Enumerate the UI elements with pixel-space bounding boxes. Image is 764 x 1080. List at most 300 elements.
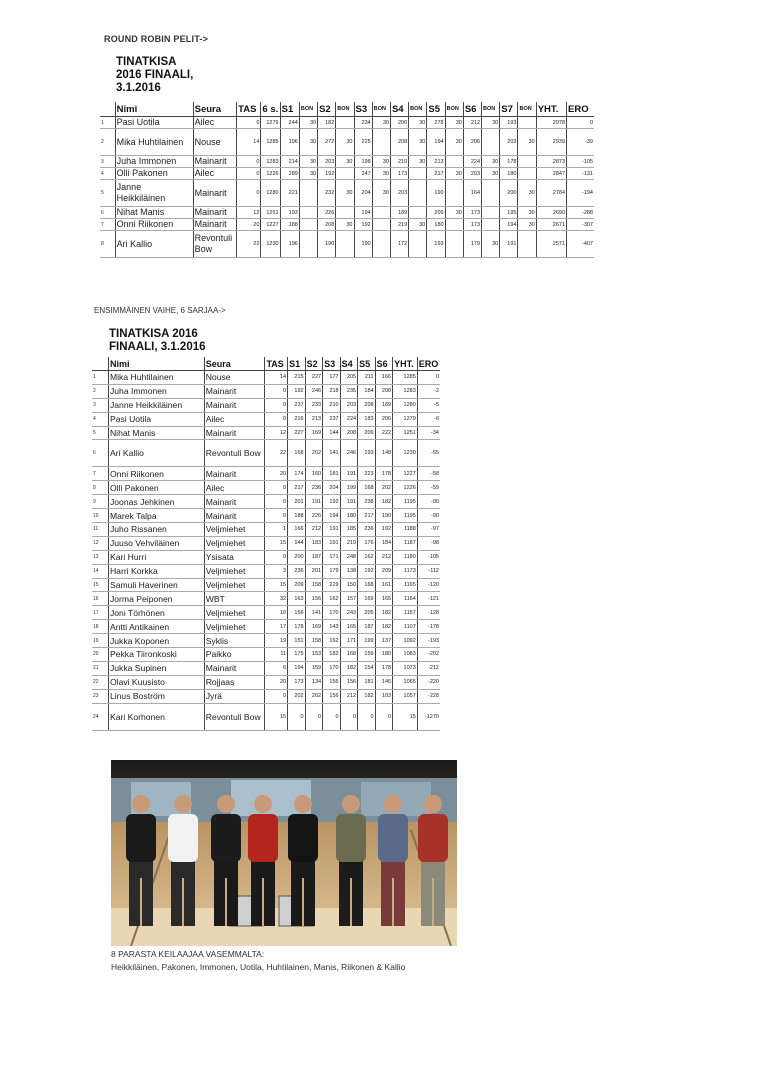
table1-header-cell: S4 (390, 102, 408, 117)
table-cell: 246 (340, 440, 358, 467)
player-name: Harri Korkka (108, 564, 204, 578)
table-cell: 146 (375, 675, 393, 689)
difference-cell: 0 (567, 117, 594, 129)
table-cell: 232 (318, 180, 336, 207)
table2-header-cell: YHT. (393, 357, 418, 371)
table-cell: 212 (463, 117, 481, 129)
table-cell: 191 (305, 495, 323, 509)
table-cell: 199 (340, 481, 358, 495)
player-name: Juho Rissanen (108, 523, 204, 537)
table-cell: 206 (375, 412, 393, 426)
table-cell: 153 (305, 648, 323, 662)
player-name: Olli Pakonen (108, 481, 204, 495)
table-cell: 1 (92, 371, 108, 385)
table-cell: 15 (265, 703, 288, 730)
table-cell: 30 (299, 156, 317, 168)
table-row (92, 398, 440, 412)
table-cell: 143 (323, 620, 341, 634)
table-cell: 30 (409, 156, 427, 168)
table-cell: 1164 (393, 592, 418, 606)
table2-header-cell: TAS (265, 357, 288, 371)
difference-cell: -407 (567, 231, 594, 258)
table1-header-cell: BON (445, 102, 463, 117)
table-cell: 201 (288, 495, 306, 509)
caption-line: 8 PARASTA KEILAAJAA VASEMMALTA: (111, 949, 265, 959)
table-cell: 208 (375, 384, 393, 398)
table-cell: 187 (358, 620, 376, 634)
table2-header-cell: S6 (375, 357, 393, 371)
table-cell: 173 (390, 168, 408, 180)
total-cell: 2978 (536, 117, 566, 129)
table-cell: 178 (500, 156, 518, 168)
club-name: Nouse (193, 129, 237, 156)
table-cell: 208 (390, 129, 408, 156)
table-cell: 155 (323, 675, 341, 689)
table-cell: 184 (358, 384, 376, 398)
table1-header-cell: Seura (193, 102, 237, 117)
table-cell: -98 (417, 536, 440, 550)
player-name: Janne Heikkiläinen (115, 180, 193, 207)
table-cell: 181 (323, 467, 341, 481)
table-cell (482, 219, 500, 231)
difference-cell: -288 (567, 207, 594, 219)
table-cell: 1285 (261, 129, 280, 156)
table-cell: 192 (358, 564, 376, 578)
club-name: Mainarit (193, 219, 237, 231)
player-name: Pekka Tiironkoski (108, 648, 204, 662)
club-name: Veljmiehet (204, 536, 265, 550)
player-name: Marek Talpa (108, 509, 204, 523)
total-cell: 2847 (536, 168, 566, 180)
table1-title-line: 2016 FINAALI, (116, 69, 194, 81)
table-cell: 158 (305, 634, 323, 648)
table-cell: 15 (393, 703, 418, 730)
table-cell: -58 (417, 467, 440, 481)
table-cell: -220 (417, 675, 440, 689)
table-cell: 3 (100, 156, 115, 168)
table-cell: 171 (323, 550, 341, 564)
player-name: Juha Immonen (108, 384, 204, 398)
table-cell: 30 (299, 117, 317, 129)
player-name: Janne Heikkiläinen (108, 398, 204, 412)
table-cell: 0 (265, 384, 288, 398)
table1-header-cell: YHT. (536, 102, 566, 117)
player-name: Nihat Manis (115, 207, 193, 219)
club-name: Ailec (193, 117, 237, 129)
difference-cell: -131 (567, 168, 594, 180)
table-cell: 185 (340, 523, 358, 537)
table-cell: 190 (354, 231, 372, 258)
table2-header-cell: S3 (323, 357, 341, 371)
table1-header-cell: S5 (427, 102, 445, 117)
table-row (100, 207, 594, 219)
person-figure (126, 795, 156, 926)
table-cell: 218 (323, 384, 341, 398)
table-cell: 134 (305, 675, 323, 689)
table-cell: 178 (375, 467, 393, 481)
table-cell: 182 (318, 117, 336, 129)
table-cell: 165 (375, 592, 393, 606)
table-cell: 156 (305, 592, 323, 606)
table-row (92, 620, 440, 634)
club-name: Veljmiehet (204, 564, 265, 578)
table-cell: 176 (358, 536, 376, 550)
table-cell: 203 (390, 180, 408, 207)
table-cell: 187 (305, 550, 323, 564)
table-cell: -105 (417, 550, 440, 564)
table-cell: 182 (375, 495, 393, 509)
table-cell: 10 (92, 509, 108, 523)
total-cell: 2671 (536, 219, 566, 231)
difference-cell: -39 (567, 129, 594, 156)
table-row (100, 180, 594, 207)
player-name: Ari Kallio (108, 440, 204, 467)
table-cell (482, 129, 500, 156)
table-cell: -212 (417, 661, 440, 675)
table-row (92, 634, 440, 648)
table-cell: 1 (100, 117, 115, 129)
club-name: Mainarit (204, 495, 265, 509)
table-cell: 0 (237, 168, 261, 180)
person-figure (288, 795, 318, 926)
club-name: Mainarit (204, 467, 265, 481)
table2-header-cell: Seura (204, 357, 265, 371)
table-cell: 20 (265, 467, 288, 481)
table-cell: 0 (340, 703, 358, 730)
table1-title-line: 3.1.2016 (116, 82, 161, 94)
club-name: Ailec (193, 168, 237, 180)
table-cell: 193 (280, 207, 299, 219)
table1-header-cell: BON (372, 102, 390, 117)
table-cell: 21 (92, 661, 108, 675)
table-cell (299, 207, 317, 219)
table-cell: -112 (417, 564, 440, 578)
table-cell: 14 (237, 129, 261, 156)
table-cell: 0 (265, 509, 288, 523)
table-cell: 236 (288, 564, 306, 578)
table-cell (299, 219, 317, 231)
table-cell: 191 (340, 467, 358, 481)
table-cell: 156 (323, 689, 341, 703)
table-cell: 2 (92, 384, 108, 398)
table-cell: 19 (265, 634, 288, 648)
caption-line: Heikkiläinen, Pakonen, Immonen, Uotila, Huhtilainen, Manis, Riikonen & Kallio (111, 962, 406, 972)
table-cell (409, 231, 427, 258)
table-cell: 11 (92, 523, 108, 537)
table2-header-cell: S1 (288, 357, 306, 371)
club-name: Ailec (204, 481, 265, 495)
table-cell: 1065 (393, 675, 418, 689)
table-cell: 22 (237, 231, 261, 258)
table1-header-cell: S6 (463, 102, 481, 117)
table-cell: 22 (92, 675, 108, 689)
table-cell: 200 (500, 180, 518, 207)
table-cell: 224 (340, 412, 358, 426)
table-cell: 206 (390, 117, 408, 129)
table-row (92, 550, 440, 564)
table-cell: 192 (375, 523, 393, 537)
table-cell: 13 (92, 550, 108, 564)
table-row (92, 536, 440, 550)
table-cell: 289 (280, 168, 299, 180)
table-row (100, 129, 594, 156)
table2-title-line: FINAALI, 3.1.2016 (109, 341, 206, 353)
table-cell: 144 (288, 536, 306, 550)
table-cell: -121 (417, 592, 440, 606)
table-cell: 206 (463, 129, 481, 156)
table-cell (445, 156, 463, 168)
table-cell (445, 180, 463, 207)
table2-header-cell: S4 (340, 357, 358, 371)
table1-header-cell: 6 s. (262, 103, 279, 115)
table-cell: 161 (375, 578, 393, 592)
table-cell: 224 (463, 156, 481, 168)
club-name: Mainarit (204, 384, 265, 398)
table-cell: 1280 (393, 398, 418, 412)
table-cell: 30 (336, 219, 354, 231)
table-cell: -6 (417, 412, 440, 426)
table-cell: 0 (237, 117, 261, 129)
stage-heading: ENSIMMÄINEN VAIHE, 6 SARJAA-> (94, 306, 226, 315)
table-cell: 1283 (393, 384, 418, 398)
table-cell: 163 (288, 592, 306, 606)
player-name: Linus Boström (108, 689, 204, 703)
table-cell: 148 (375, 440, 393, 467)
club-name: WBT (204, 592, 265, 606)
club-name: Mainarit (193, 180, 237, 207)
player-name: Joonas Jehkinen (108, 495, 204, 509)
table-row (92, 689, 440, 703)
table-cell: 192 (318, 168, 336, 180)
table-cell: 192 (354, 219, 372, 231)
table-cell: 214 (280, 156, 299, 168)
table-cell: 227 (305, 371, 323, 385)
player-name: Ari Kallio (115, 231, 193, 258)
total-cell: 2873 (536, 156, 566, 168)
table-cell: 0 (265, 495, 288, 509)
table-cell: 150 (340, 578, 358, 592)
table-cell: 243 (340, 606, 358, 620)
club-name: Mainarit (204, 398, 265, 412)
table-cell: 183 (358, 412, 376, 426)
table-cell: 2 (100, 129, 115, 156)
table-cell: 226 (318, 207, 336, 219)
table-cell: 22 (265, 440, 288, 467)
club-name: Mainarit (193, 207, 237, 219)
table1-title (116, 56, 193, 95)
table-cell: 210 (323, 398, 341, 412)
table-cell: 30 (518, 180, 536, 207)
table-cell: 195 (500, 207, 518, 219)
table-cell: 7 (100, 219, 115, 231)
table-cell: 180 (427, 219, 445, 231)
table-cell (336, 117, 354, 129)
table-cell: 162 (358, 550, 376, 564)
table-cell: 1073 (393, 661, 418, 675)
table-cell: 1285 (393, 371, 418, 385)
table-cell: 5 (92, 426, 108, 440)
table-cell: 189 (390, 207, 408, 219)
table-cell (482, 180, 500, 207)
table-cell: 159 (305, 661, 323, 675)
table-cell: 5 (100, 180, 115, 207)
player-name: Jorma Peiponen (108, 592, 204, 606)
table-cell: 173 (288, 675, 306, 689)
table-cell: 236 (358, 523, 376, 537)
table2-header-cell: S5 (358, 357, 376, 371)
table-cell: 212 (305, 523, 323, 537)
table-cell: 4 (100, 168, 115, 180)
table-cell: 244 (280, 117, 299, 129)
table-cell: 196 (280, 129, 299, 156)
table-cell: 1280 (261, 180, 280, 207)
table-cell: 1173 (393, 564, 418, 578)
table-cell: 202 (305, 689, 323, 703)
table-cell: 1188 (393, 523, 418, 537)
table-cell (445, 219, 463, 231)
first-stage-table (92, 357, 440, 731)
club-name: Ysisata (204, 550, 265, 564)
table-cell: 1226 (393, 481, 418, 495)
table-cell: 30 (482, 168, 500, 180)
club-name: Nouse (204, 371, 265, 385)
table-cell: 194 (288, 661, 306, 675)
table-cell: 0 (375, 703, 393, 730)
table-cell: 14 (265, 371, 288, 385)
table-cell: 233 (305, 398, 323, 412)
table-row (92, 371, 440, 385)
player-name: Onni Riikonen (108, 467, 204, 481)
table-cell: 12 (92, 536, 108, 550)
table-row (92, 523, 440, 537)
table-cell: 188 (280, 219, 299, 231)
table-cell: 180 (340, 509, 358, 523)
table-cell: 158 (305, 578, 323, 592)
table-cell: 191 (340, 495, 358, 509)
player-name: Nihat Manis (108, 426, 204, 440)
table-cell: 182 (375, 606, 393, 620)
table-cell: 190 (375, 509, 393, 523)
table-cell: 1227 (261, 219, 280, 231)
table-cell: 229 (323, 578, 341, 592)
difference-cell: -105 (567, 156, 594, 168)
club-name: Veljmiehet (204, 523, 265, 537)
table-cell: 138 (340, 564, 358, 578)
table-cell: 193 (427, 231, 445, 258)
table-cell (336, 231, 354, 258)
table-cell (372, 129, 390, 156)
table-cell: 12 (265, 426, 288, 440)
total-cell: 2571 (536, 231, 566, 258)
table-cell (336, 168, 354, 180)
player-name: Juha Immonen (115, 156, 193, 168)
table-cell: 0 (358, 703, 376, 730)
table-cell: 174 (288, 467, 306, 481)
table-row (100, 219, 594, 231)
table-cell: 227 (288, 426, 306, 440)
table2-header-cell: ERO (418, 358, 439, 369)
table-cell: 0 (237, 180, 261, 207)
player-name: Kari Korhonen (108, 703, 204, 730)
table1-header-cell: BON (482, 102, 500, 117)
table-cell: 213 (427, 156, 445, 168)
table-cell: 217 (427, 168, 445, 180)
table-cell: 30 (336, 180, 354, 207)
table-cell: 157 (340, 592, 358, 606)
club-name: Revontuli Bow (204, 703, 265, 730)
table2-header-cell: S2 (305, 357, 323, 371)
table-cell: 181 (358, 675, 376, 689)
table-cell (299, 231, 317, 258)
table-cell: 221 (280, 180, 299, 207)
total-cell: 2784 (536, 180, 566, 207)
table-cell: 193 (358, 440, 376, 467)
table-cell: 159 (358, 648, 376, 662)
table-cell: 32 (265, 592, 288, 606)
table-cell: 170 (323, 606, 341, 620)
table-cell: 8 (100, 231, 115, 258)
table-cell: 190 (318, 231, 336, 258)
table-cell: 0 (265, 689, 288, 703)
table-cell: 1107 (393, 620, 418, 634)
table-cell: 20 (265, 675, 288, 689)
table-cell: 204 (323, 481, 341, 495)
table-row (92, 481, 440, 495)
table-cell: 182 (358, 689, 376, 703)
table-cell: 168 (358, 578, 376, 592)
player-name: Pasi Uotila (115, 117, 193, 129)
table-cell: 1251 (261, 207, 280, 219)
table-cell: 204 (354, 180, 372, 207)
table-cell: 162 (323, 634, 341, 648)
table-cell: -178 (417, 620, 440, 634)
table-cell: 0 (265, 412, 288, 426)
table-cell: 8 (92, 481, 108, 495)
club-name: Revontuli Bow (193, 231, 237, 258)
table-row (92, 606, 440, 620)
table-cell: -228 (417, 689, 440, 703)
table-cell: 165 (340, 620, 358, 634)
table-cell: -120 (417, 578, 440, 592)
table-cell: -1270 (417, 703, 440, 730)
table-cell: 191 (500, 231, 518, 258)
table-cell: 192 (323, 495, 341, 509)
table-cell: 1283 (261, 156, 280, 168)
club-name: Paikko (204, 648, 265, 662)
total-cell: 2939 (536, 129, 566, 156)
table-cell: 30 (445, 168, 463, 180)
table-cell: 1227 (393, 467, 418, 481)
table-cell: 219 (390, 219, 408, 231)
table-cell: 234 (354, 117, 372, 129)
player-name: Samuli Haverinen (108, 578, 204, 592)
table-cell: 216 (288, 412, 306, 426)
table-cell: 18 (92, 620, 108, 634)
table-row (92, 661, 440, 675)
table-cell: 169 (305, 426, 323, 440)
table-cell: 168 (358, 481, 376, 495)
table-cell: 184 (375, 536, 393, 550)
table-cell: 194 (427, 129, 445, 156)
table-cell: 1157 (393, 606, 418, 620)
table-cell: 180 (500, 168, 518, 180)
table1-header-cell: BON (336, 102, 354, 117)
table-cell: 137 (375, 634, 393, 648)
table-cell: 15 (92, 578, 108, 592)
club-name: Veljmiehet (204, 578, 265, 592)
club-name: Ailec (204, 412, 265, 426)
table-row (92, 509, 440, 523)
